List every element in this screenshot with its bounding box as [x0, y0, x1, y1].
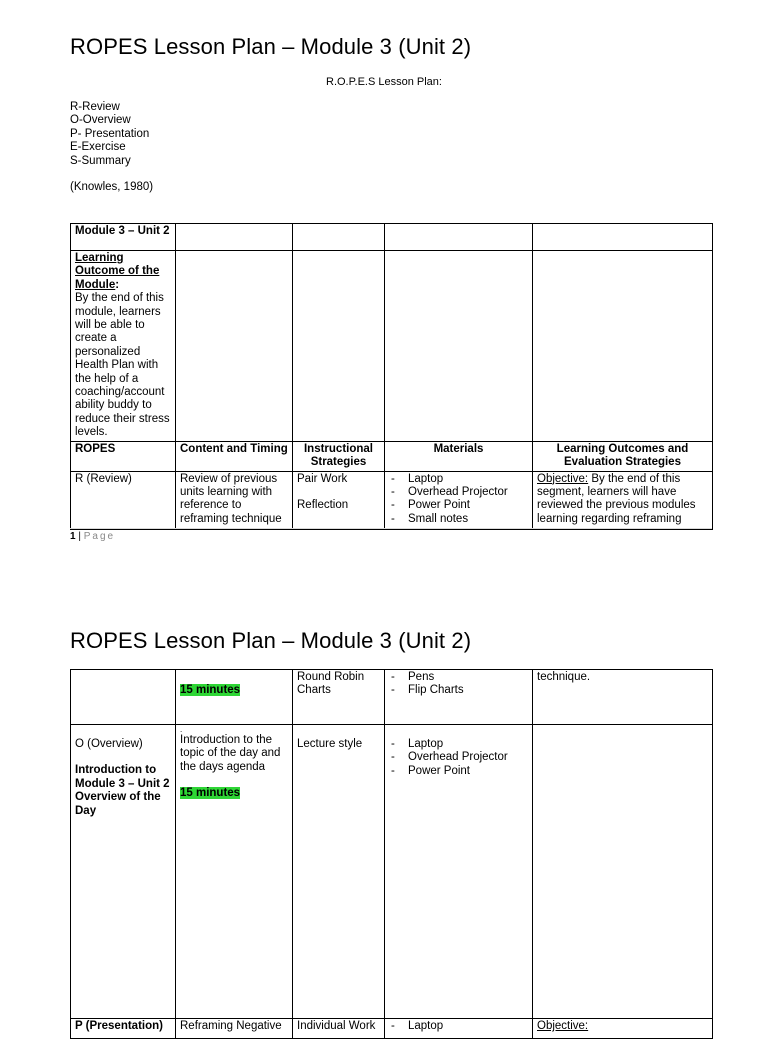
cont-strategy-cell: Round Robin Charts — [293, 670, 385, 725]
page-title-2: ROPES Lesson Plan – Module 3 (Unit 2) — [70, 628, 472, 653]
presentation-content-cell: Reframing Negative — [176, 1019, 293, 1039]
material-item: - Laptop — [389, 1020, 528, 1033]
review-strategies-cell: Pair Work Reflection — [293, 471, 385, 529]
objective-label: Objective: — [537, 1020, 589, 1032]
header-materials: Materials — [385, 441, 533, 471]
review-ropes-cell: R (Review) — [71, 471, 176, 529]
cont-materials-cell — [385, 670, 533, 725]
material-item: - Laptop — [389, 473, 528, 486]
header-learning-outcomes: Learning Outcomes and Evaluation Strategies — [533, 441, 713, 471]
presentation-strategy-cell: Individual Work — [293, 1019, 385, 1039]
objective-label: Objective: — [537, 472, 589, 485]
material-item: - Small notes — [389, 513, 528, 526]
page-number: 1 — [70, 531, 76, 542]
page-word: Page — [83, 531, 116, 542]
presentation-objective-cell — [533, 1019, 713, 1039]
timing-badge: 15 minutes — [180, 684, 241, 696]
acronym-item: P- Presentation — [70, 127, 150, 140]
footer-divider — [70, 528, 712, 529]
review-materials-cell — [385, 471, 533, 529]
cont-outcome-cell: technique. — [533, 670, 713, 725]
acronym-item: O-Overview — [70, 114, 131, 127]
module-cell: Module 3 – Unit 2 — [71, 224, 176, 251]
lesson-plan-table-1 — [70, 223, 713, 530]
overview-title: Introduction to Module 3 – Unit 2 Overview of the Day — [75, 764, 170, 817]
page-footer: 1 | Page — [70, 531, 116, 542]
review-content-cell: Review of previous units learning with reference to reframing technique — [176, 471, 293, 529]
page-title: ROPES Lesson Plan – Module 3 (Unit 2) — [70, 34, 472, 59]
material-item: - Pens — [389, 671, 528, 684]
overview-materials-cell — [385, 725, 533, 1019]
acronym-list — [70, 101, 149, 168]
presentation-materials-cell — [385, 1019, 533, 1039]
overview-strategy-cell: Lecture style — [293, 725, 385, 1019]
acronym-item: E-Exercise — [70, 141, 126, 154]
plan-subtitle: R.O.P.E.S Lesson Plan: — [326, 76, 442, 88]
lesson-plan-table-2 — [70, 669, 713, 1039]
acronym-item: S-Summary — [70, 154, 131, 167]
header-ropes: ROPES — [71, 441, 176, 471]
timing-badge: 15 minutes — [180, 787, 241, 800]
material-item: - Power Point — [389, 765, 528, 778]
material-item: - Laptop — [389, 738, 528, 751]
review-objective-cell: Objective: By the end of this segment, learners will have reviewed the previous modules learning regarding reframing — [533, 471, 713, 529]
material-item: - Overhead Projector — [389, 751, 528, 764]
header-content-timing: Content and Timing — [176, 441, 293, 471]
overview-ropes-cell: O (Overview) Introduction to Module 3 – Unit 2 Overview of the Day — [71, 725, 176, 1019]
presentation-ropes-cell: P (Presentation) — [71, 1019, 176, 1039]
acronym-item: R-Review — [70, 101, 120, 113]
material-item: - Flip Charts — [389, 684, 528, 697]
header-instructional-strategies: Instructional Strategies — [293, 441, 385, 471]
learning-outcome-text: By the end of this module, learners will be able to create a personalized Health Plan with the help of a coaching/account ability buddy to reduce their stress levels. — [75, 292, 170, 439]
material-item: - Power Point — [389, 499, 528, 512]
overview-content-cell: . Introduction to the topic of the day and the days agenda 15 minutes — [176, 725, 293, 1019]
cont-timing-cell — [176, 670, 293, 725]
material-item: - Overhead Projector — [389, 486, 528, 499]
learning-outcome-cell: Learning Outcome of the Module: By the end of this module, learners will be able to create a personalized Health Plan with the help of a coaching/account ability buddy to reduce their stress levels. — [71, 251, 176, 442]
learning-outcome-label: Learning Outcome of the Module — [75, 252, 160, 291]
citation: (Knowles, 1980) — [70, 181, 154, 193]
